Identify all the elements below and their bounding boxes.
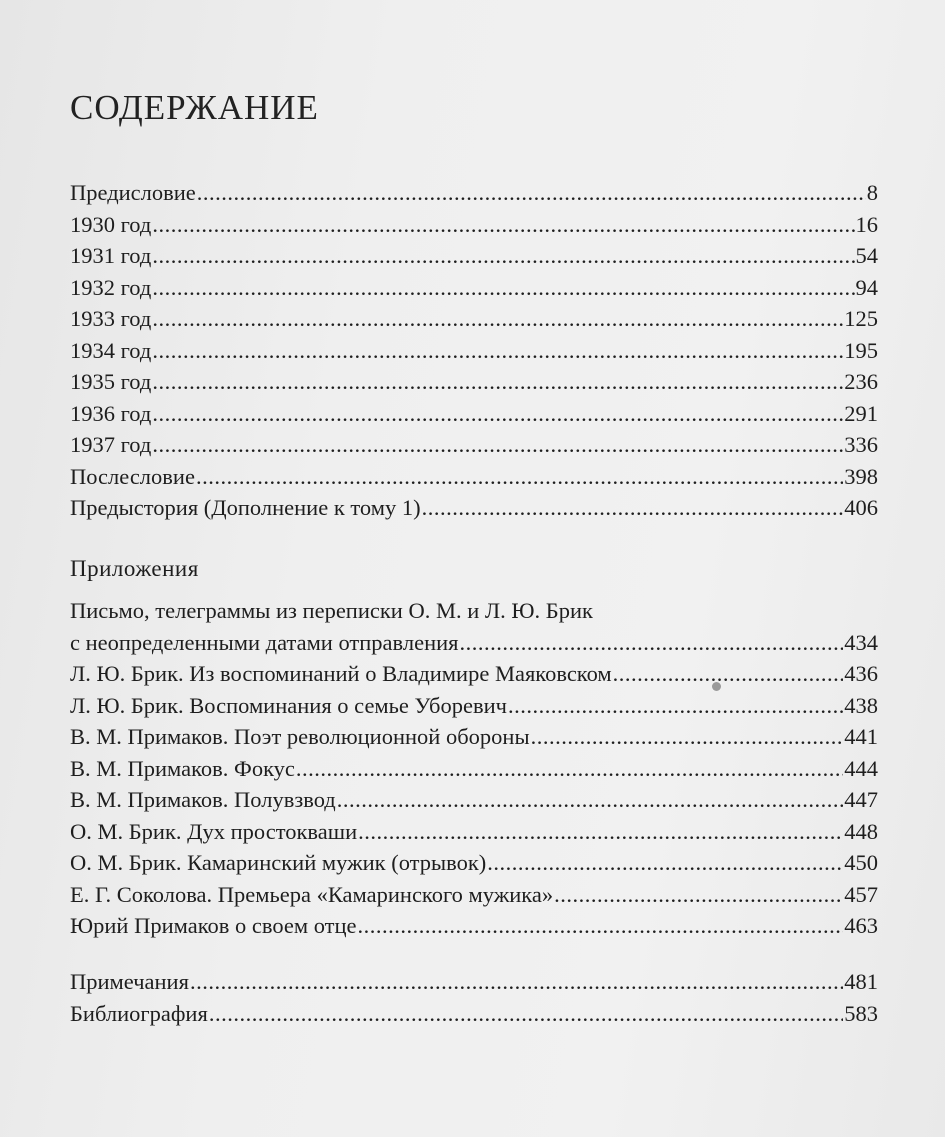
toc-entry-label: с неопределенными датами отправления bbox=[70, 629, 459, 655]
toc-entry bbox=[70, 784, 878, 816]
toc-entry-page: 94 bbox=[855, 274, 878, 300]
toc-entry-label: Предыстория (Дополнение к тому 1) bbox=[70, 495, 421, 520]
toc-entry bbox=[70, 690, 878, 722]
toc-entry bbox=[70, 753, 878, 785]
toc-entry-label: В. М. Примаков. Поэт революционной обороны bbox=[70, 724, 530, 749]
ink-smudge bbox=[712, 682, 721, 691]
toc-entry bbox=[70, 303, 878, 335]
toc-entry-label: Л. Ю. Брик. Из воспоминаний о Владимире Маяковском bbox=[70, 661, 612, 686]
toc-entry-label: Библиография bbox=[70, 1000, 208, 1026]
main-contents-list bbox=[70, 177, 878, 524]
toc-entry bbox=[70, 177, 878, 209]
toc-entry-page: 54 bbox=[855, 243, 878, 268]
toc-entry bbox=[70, 627, 878, 659]
dot-leader bbox=[460, 627, 844, 659]
toc-entry-label: Примечания bbox=[70, 969, 189, 994]
dot-leader bbox=[152, 335, 843, 367]
toc-entry bbox=[70, 335, 878, 367]
toc-entry-page: 583 bbox=[844, 1000, 878, 1026]
toc-entry-page: 8 bbox=[866, 180, 878, 205]
toc-entry-label: Л. Ю. Брик. Воспоминания о семье Уборевич bbox=[70, 692, 507, 718]
toc-entry-page: 236 bbox=[844, 369, 878, 394]
dot-leader bbox=[152, 303, 843, 335]
toc-entry bbox=[70, 847, 878, 879]
dot-leader bbox=[197, 177, 866, 209]
toc-entry-label: 1934 год bbox=[70, 337, 152, 363]
toc-entry-label: 1936 год bbox=[70, 400, 152, 426]
toc-entry-page: 438 bbox=[844, 692, 878, 718]
toc-entry-page: 436 bbox=[844, 661, 878, 686]
toc-entry bbox=[70, 658, 878, 690]
dot-leader bbox=[152, 240, 854, 272]
dot-leader bbox=[152, 429, 843, 461]
toc-entry-page: 336 bbox=[844, 432, 878, 457]
toc-entry-label: В. М. Примаков. Фокус bbox=[70, 755, 295, 781]
toc-entry-label: 1937 год bbox=[70, 432, 152, 457]
toc-entry-label: 1933 год bbox=[70, 306, 152, 331]
page-title: СОДЕРЖАНИЕ bbox=[70, 88, 319, 127]
toc-entry-page: 457 bbox=[844, 881, 878, 907]
toc-entry-first-line: Письмо, телеграммы из переписки О. М. и Л. Ю. Брик bbox=[70, 598, 593, 623]
toc-entry-page: 16 bbox=[855, 211, 878, 237]
toc-entry bbox=[70, 366, 878, 398]
dot-leader bbox=[508, 690, 843, 722]
appendix-heading: Приложения bbox=[70, 556, 199, 581]
toc-entry bbox=[70, 966, 878, 998]
dot-leader bbox=[337, 784, 844, 816]
toc-entry-label: Е. Г. Соколова. Премьера «Камаринского мужика» bbox=[70, 881, 554, 907]
dot-leader bbox=[487, 847, 843, 879]
toc-entry-page: 448 bbox=[844, 818, 878, 844]
dot-leader bbox=[152, 272, 854, 304]
toc-entry-page: 398 bbox=[844, 463, 878, 489]
toc-entry bbox=[70, 240, 878, 272]
dot-leader bbox=[554, 879, 843, 911]
toc-entry bbox=[70, 910, 878, 942]
dot-leader bbox=[152, 398, 843, 430]
toc-entry-label: 1930 год bbox=[70, 211, 152, 237]
toc-entry bbox=[70, 879, 878, 911]
toc-entry-page: 447 bbox=[844, 787, 878, 812]
dot-leader bbox=[358, 816, 843, 848]
toc-entry-page: 195 bbox=[844, 337, 878, 363]
toc-entry-page: 444 bbox=[844, 755, 878, 781]
toc-entry-label: Послесловие bbox=[70, 463, 195, 489]
toc-entry-page: 463 bbox=[844, 913, 878, 938]
dot-leader bbox=[358, 910, 844, 942]
dot-leader bbox=[152, 366, 843, 398]
toc-entry-label: 1932 год bbox=[70, 274, 152, 300]
toc-entry bbox=[70, 998, 878, 1030]
back-matter-list bbox=[70, 966, 878, 1029]
toc-entry-page: 481 bbox=[844, 969, 878, 994]
toc-entry-label: В. М. Примаков. Полувзвод bbox=[70, 787, 336, 812]
toc-entry-label: Юрий Примаков о своем отце bbox=[70, 913, 357, 938]
appendix-contents-list bbox=[70, 595, 878, 942]
toc-entry bbox=[70, 721, 878, 753]
toc-entry-page: 441 bbox=[844, 724, 878, 749]
toc-entry-page: 406 bbox=[844, 495, 878, 520]
toc-entry-page: 291 bbox=[844, 400, 878, 426]
toc-entry bbox=[70, 272, 878, 304]
toc-entry bbox=[70, 461, 878, 493]
dot-leader bbox=[152, 209, 854, 241]
toc-entry-page: 434 bbox=[844, 629, 878, 655]
toc-entry-label: 1931 год bbox=[70, 243, 152, 268]
toc-entry bbox=[70, 816, 878, 848]
dot-leader bbox=[531, 721, 844, 753]
toc-entry-page: 125 bbox=[844, 306, 878, 331]
toc-entry-page: 450 bbox=[844, 850, 878, 875]
toc-entry bbox=[70, 398, 878, 430]
toc-entry bbox=[70, 429, 878, 461]
dot-leader bbox=[296, 753, 843, 785]
toc-entry-label: Предисловие bbox=[70, 180, 196, 205]
dot-leader bbox=[613, 658, 844, 690]
toc-entry bbox=[70, 492, 878, 524]
dot-leader bbox=[190, 966, 843, 998]
toc-entry bbox=[70, 209, 878, 241]
dot-leader bbox=[196, 461, 843, 493]
toc-entry-label: О. М. Брик. Дух простокваши bbox=[70, 818, 358, 844]
dot-leader bbox=[209, 998, 843, 1030]
toc-entry-label: О. М. Брик. Камаринский мужик (отрывок) bbox=[70, 850, 487, 875]
toc-entry-label: 1935 год bbox=[70, 369, 152, 394]
dot-leader bbox=[422, 492, 844, 524]
